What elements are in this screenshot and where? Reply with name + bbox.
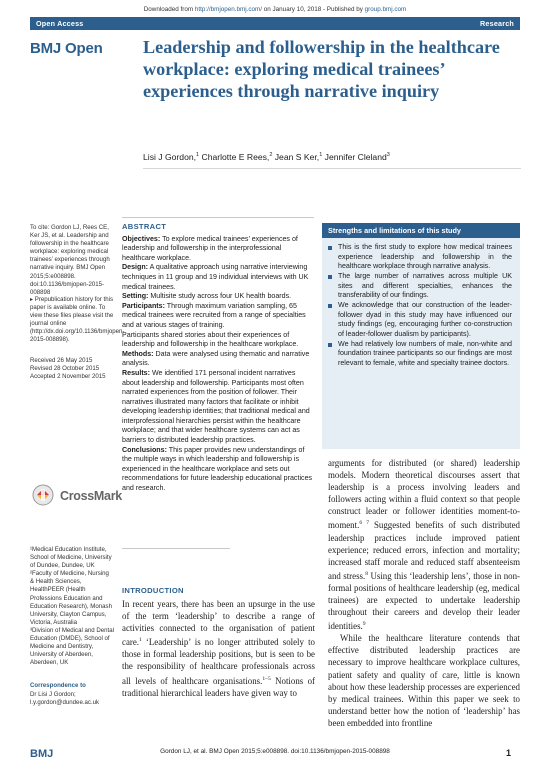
header-divider bbox=[143, 168, 521, 169]
crossmark-icon bbox=[32, 484, 54, 506]
revised-date: Revised 28 October 2015 bbox=[30, 365, 100, 372]
conclusions-label: Conclusions: bbox=[122, 445, 167, 454]
methods-text: Data were analysed using thematic and narrative analysis. bbox=[122, 349, 310, 368]
introduction-column-1 bbox=[122, 598, 315, 699]
citation-ref[interactable]: 1 bbox=[139, 637, 142, 644]
download-middle: on January 10, 2018 - Published by bbox=[262, 6, 365, 13]
abstract-methods bbox=[122, 350, 314, 369]
objectives-text: To explore medical trainees’ experiences of leadership and followership in the interprofessional healthcare workplace. bbox=[122, 234, 298, 262]
download-note bbox=[0, 6, 550, 13]
prepublication-note[interactable]: ▸ Prepublication history for this paper is available online. To view these files please visit the journal online (http://dx.doi.org/10.1136/bmjopen-2015-008898). bbox=[30, 296, 125, 344]
author-affil: 2 bbox=[269, 152, 273, 159]
abstract-participants-2: Participants shared stories about their experiences of leadership and followership in the healthcare workplace. bbox=[122, 330, 299, 349]
citation-ref[interactable]: 8 bbox=[365, 570, 369, 577]
intro-text: Notions of traditional hierarchical leaders have given way to bbox=[122, 675, 315, 698]
author-affil: 1 bbox=[196, 152, 200, 159]
intro-paragraph: While the healthcare literature contends that effective distributed leadership practices are necessary to improve healthcare workplace cultures, patient safety and quality of care, little is known about how these leadership processes are experienced by medical trainees. Within this paper we seek to understand better how the notion of ‘leadership’ has been embedded into frontline bbox=[328, 633, 520, 728]
bmj-footer-logo: BMJ bbox=[30, 748, 54, 760]
citation-ref[interactable]: 6 7 bbox=[359, 520, 370, 527]
results-label: Results: bbox=[122, 368, 150, 377]
crossmark-badge[interactable] bbox=[30, 484, 122, 510]
introduction-heading: INTRODUCTION bbox=[122, 586, 184, 595]
strengths-list bbox=[322, 243, 519, 369]
intro-text: Using this ‘leadership lens’, those in non-formal positions of healthcare leadership (eg, medical trainees) are expected to undertake leadership throughout their careers and develop their leader identities. bbox=[328, 570, 521, 632]
intro-text: Suggested benefits of such distributed leadership practices include improved patient experience; reduced errors, infection and mortality; increased staff morale and reduced staff absenteeism and stress. bbox=[328, 520, 520, 581]
results-text: We identified 171 personal incident narratives about leadership and followership. Participants most often narrated experiences from the position of follower. Their narratives illustrated many factors that facilitate or inhibit developing leadership identities; that traditional medical and interprofessional hierarchies persist within the healthcare workplace; and that wider healthcare systems can act as barriers to distributed leadership practices. bbox=[122, 368, 310, 445]
author-name: Jean S Ker, bbox=[272, 152, 320, 162]
section-banner bbox=[30, 17, 520, 30]
article-type-label: Research bbox=[480, 19, 514, 28]
download-prefix: Downloaded from bbox=[143, 6, 195, 13]
list-item: We acknowledge that our construction of the leader-follower dyad in this study may have influenced our study findings (eg, encouraging further co-construction of leader-follower dualism by participants). bbox=[322, 301, 512, 339]
citation-note: To cite: Gordon LJ, Rees CE, Ker JS, et al. Leadership and followership in the healthcare workplace: exploring medical trainees’ experiences through narrative inquiry. BMJ Open 2015;5:e008898. doi:10.1136/bmjopen-2015-008898 bbox=[30, 224, 110, 296]
abstract-top-rule bbox=[122, 217, 314, 218]
intro-text: In recent years, there has been an upsurge in the use of the term ‘leadership’ to describe a range of activities connected to the organisation of patient care. bbox=[122, 599, 315, 648]
list-item: The large number of narratives across multiple UK sites and different specialties, enhances the transferability of our findings. bbox=[322, 272, 512, 301]
abstract-bottom-rule bbox=[122, 548, 230, 549]
methods-label: Methods: bbox=[122, 349, 154, 358]
list-item: This is the first study to explore how medical trainees experience leadership and followership in the healthcare workplace through narrative analysis. bbox=[322, 243, 512, 272]
intro-text: ‘Leadership’ is no longer attributed solely to those in formal leadership positions, but is seen to be the responsibility of healthcare professionals across all levels of healthcare organisations. bbox=[122, 637, 315, 686]
accepted-date: Accepted 2 November 2015 bbox=[30, 373, 106, 380]
setting-text: Multisite study across four UK health boards. bbox=[148, 292, 292, 301]
author-name: Lisi J Gordon, bbox=[143, 152, 197, 162]
conclusions-text: This paper provides new understandings of the multiple ways in which leadership and followership is experienced in the healthcare workplace and sets out recommendations for future leadership educational practices and research. bbox=[122, 445, 313, 493]
open-access-label: Open Access bbox=[36, 19, 84, 28]
crossmark-label: CrossMark bbox=[60, 489, 122, 503]
correspondence-contact[interactable]: Dr Lisi J Gordon; l.y.gordon@dundee.ac.uk bbox=[30, 691, 100, 707]
setting-label: Setting: bbox=[122, 292, 149, 301]
journal-url-link[interactable]: http://bmjopen.bmj.com/ bbox=[194, 6, 263, 13]
strengths-box-title: Strengths and limitations of this study bbox=[328, 226, 461, 235]
abstract-setting bbox=[122, 292, 314, 302]
journal-name-open: Open bbox=[65, 40, 103, 57]
received-date: Received 26 May 2015 bbox=[30, 357, 93, 364]
abstract-design bbox=[122, 263, 314, 292]
strengths-limitations-box bbox=[322, 223, 520, 449]
abstract bbox=[122, 222, 314, 494]
abstract-objectives bbox=[122, 235, 314, 264]
journal-logo bbox=[30, 40, 103, 57]
strengths-box-header bbox=[322, 223, 520, 238]
abstract-conclusions bbox=[122, 446, 314, 494]
abstract-heading: ABSTRACT bbox=[122, 222, 167, 231]
author-name: Jennifer Cleland bbox=[322, 152, 387, 162]
citation-ref[interactable]: 1–5 bbox=[262, 675, 271, 682]
footer-citation: Gordon LJ, et al. BMJ Open 2015;5:e008898. doi:10.1136/bmjopen-2015-008898 bbox=[160, 748, 390, 755]
article-title: Leadership and followership in the healthcare workplace: exploring medical trainees’ experiences through narrative inquiry bbox=[143, 37, 500, 101]
author-name: Charlotte E Rees, bbox=[199, 152, 270, 162]
intro-text: arguments for distributed (or shared) leadership models. Modern theoretical discourses assert that leadership is a process involving leaders and followers acting within a fluid context so that people construct leader or follower identities moment-to-moment. bbox=[328, 458, 520, 531]
objectives-label: Objectives: bbox=[122, 234, 161, 243]
correspondence-heading: Correspondence to bbox=[30, 682, 86, 689]
publisher-link[interactable]: group.bmj.com bbox=[364, 6, 407, 13]
affiliations: ¹Medical Education Institute, School of Medicine, University of Dundee, Dundee, UK ²Faculty of Medicine, Nursing & Health Sciences, HealthPEER (Health Professions Education and Education Research), Monash University, Clayton Campus, Victoria, Australia ³Division of Medical and Dental Education (DMDE), School of Medicine and Dentistry, University of Aberdeen, Aberdeen, UK bbox=[30, 546, 114, 667]
design-text: A qualitative approach using narrative interviewing techniques in 11 group and 19 individual interviews with UK medical trainees. bbox=[122, 263, 309, 291]
list-item: We had relatively low numbers of male, non-white and foundation trainee participants so our findings are most relevant to female, white and specialty trainee doctors. bbox=[322, 340, 512, 369]
author-affil: 1 bbox=[319, 152, 323, 159]
citation-ref[interactable]: 9 bbox=[362, 621, 366, 628]
abstract-participants bbox=[122, 302, 314, 331]
author-affil: 3 bbox=[386, 152, 390, 159]
author-list bbox=[143, 152, 390, 162]
introduction-column-2 bbox=[328, 457, 520, 729]
participants-text: Through maximum variation sampling, 65 medical trainees were recruited from a range of specialties and at various stages of training. bbox=[122, 301, 306, 329]
design-label: Design: bbox=[122, 263, 149, 272]
page-number: 1 bbox=[506, 748, 512, 758]
journal-name-bmj: BMJ bbox=[30, 40, 62, 57]
abstract-results bbox=[122, 369, 314, 446]
participants-label: Participants: bbox=[122, 301, 165, 310]
intro-paragraph bbox=[328, 457, 520, 632]
